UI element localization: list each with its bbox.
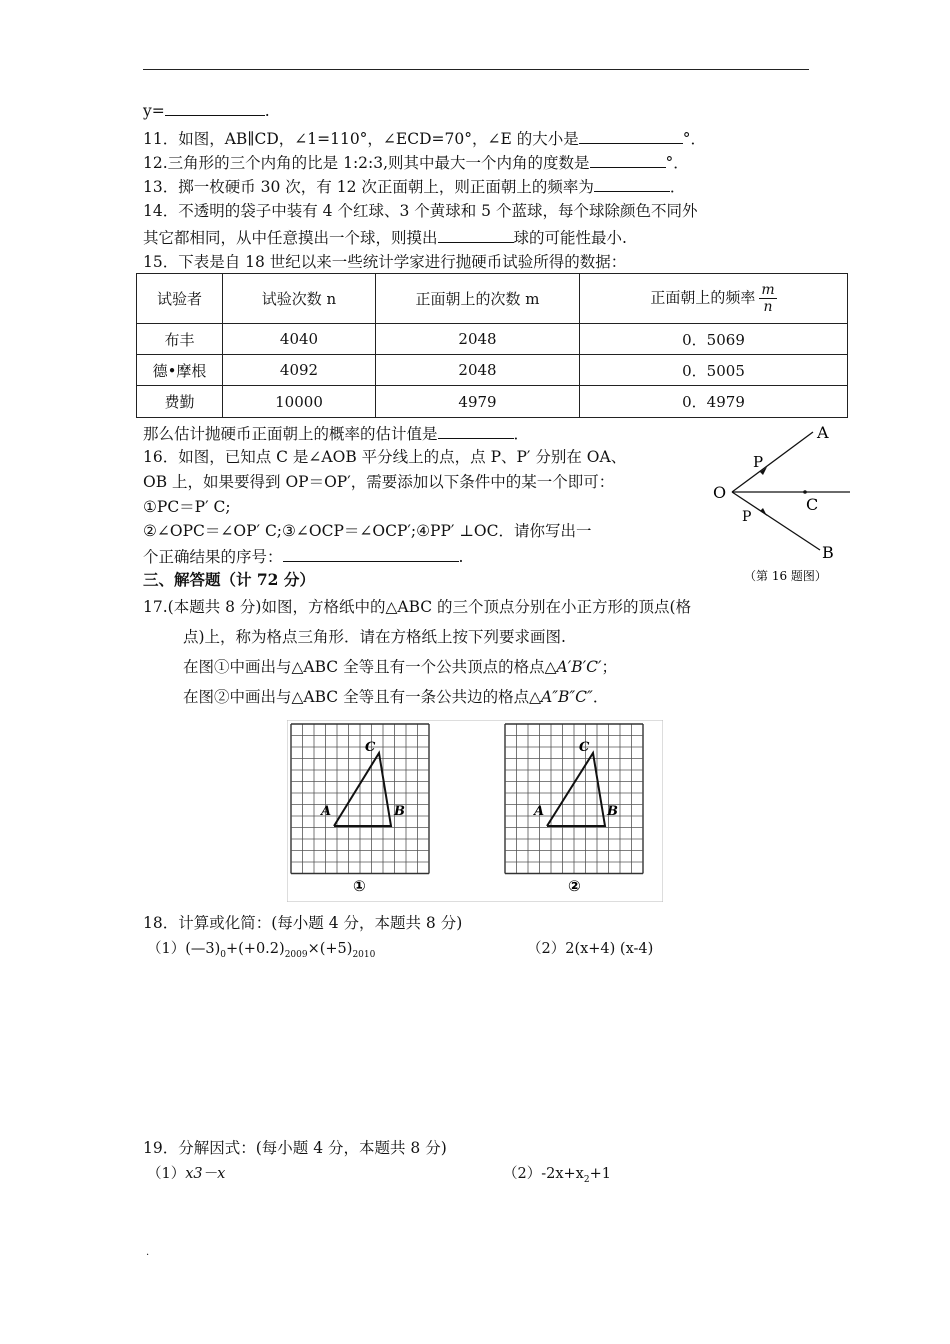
- figure-16-caption: （第 16 题图）: [744, 569, 827, 583]
- table-cell: 0．5069: [580, 324, 848, 355]
- label-a: A: [817, 423, 829, 442]
- table-cell: 10000: [223, 386, 376, 418]
- question-15-intro: 15．下表是自 18 世纪以来一些统计学家进行抛硬币试验所得的数据：: [143, 253, 627, 271]
- triangle-name-prime: A′B′C′: [556, 658, 602, 676]
- label-p-prime: P: [742, 509, 752, 525]
- question-17-line2: 点)上，称为格点三角形．请在方格纸上按下列要求画图.: [183, 628, 566, 646]
- label-p: P: [753, 453, 764, 471]
- triangle-name-double-prime: A″B″C″: [541, 688, 593, 706]
- question-17-line1: 17.(本题共 8 分)如图，方格纸中的△ABC 的三个顶点分别在小正方形的顶点(格: [143, 598, 692, 616]
- question-18-part2: （2）2(x+4) (x-4): [527, 941, 654, 957]
- question-19-title: 19．分解因式：(每小题 4 分，本题共 8 分): [143, 1139, 447, 1157]
- table-row: [137, 386, 848, 418]
- answer-blank: [590, 151, 666, 168]
- label-o: O: [713, 483, 727, 502]
- question-17-line3: 在图①中画出与△ABC 全等且有一个公共顶点的格点△A′B′C′；: [183, 658, 618, 676]
- answer-blank: [283, 545, 459, 562]
- label-a: A: [321, 804, 332, 819]
- table-header-row: [137, 274, 848, 324]
- answer-blank: [438, 226, 514, 243]
- label-c: C: [806, 495, 819, 514]
- question-11: 11．如图，AB∥CD，∠1=110°，∠ECD=70°，∠E 的大小是 °．: [143, 127, 706, 150]
- label-b: B: [394, 804, 405, 819]
- ray-oa: [732, 432, 813, 492]
- question-14-line2: 其它都相同，从中任意摸出一个球，则摸出 球的可能性最小.: [143, 226, 627, 249]
- table-header-cell: 正面朝上的频率 $\frac{m}{n}$: [580, 274, 848, 324]
- table-cell: 4979: [376, 386, 580, 418]
- question-15-after: 那么估计抛硬币正面朝上的概率的估计值是 ．: [143, 422, 529, 445]
- table-header-cell: 正面朝上的次数 m: [376, 274, 580, 324]
- question-17-line4: 在图②中画出与△ABC 全等且有一条公共边的格点△A″B″C″．: [183, 688, 609, 706]
- point-c: [803, 490, 807, 494]
- question-19-part2: $(2)-2x+x_2+1$: [503, 1166, 611, 1185]
- grid-figures: [287, 720, 663, 902]
- table-cell: 4092: [223, 355, 376, 386]
- figure-1-label: ①: [353, 877, 366, 895]
- answer-blank: [438, 422, 514, 439]
- table-cell: 德•摩根: [137, 355, 223, 386]
- table-cell: 2048: [376, 324, 580, 355]
- footer-dot: .: [146, 1247, 150, 1258]
- fraction-m-over-n: $\frac{m}{n}$: [761, 282, 775, 315]
- question-16-line2: OB 上，如果要得到 OP＝OP′，需要添加以下条件中的某一个即可：: [143, 473, 615, 491]
- expression: x3－x: [185, 1166, 226, 1182]
- answer-blank: [594, 175, 670, 192]
- question-19-part1: （1）x3－x: [147, 1166, 226, 1182]
- table-cell: 布丰: [137, 324, 223, 355]
- question-12: 12.三角形的三个内角的比是 1:2:3,则其中最大一个内角的度数是 °．: [143, 151, 689, 174]
- table-row: [137, 324, 848, 355]
- figure-16-angle: [700, 420, 860, 590]
- answer-blank: [579, 127, 683, 144]
- question-16-line3: ①PC＝P′ C;: [143, 498, 231, 516]
- answer-blank: [165, 99, 265, 116]
- table-cell: 4040: [223, 324, 376, 355]
- section-3-heading: 三、解答题（计 72 分）: [143, 570, 315, 589]
- table-cell: 2048: [376, 355, 580, 386]
- question-16-line1: 16．如图，已知点 C 是∠AOB 平分线上的点，点 P、P′ 分别在 OA、: [143, 448, 627, 466]
- question-14-line1: 14．不透明的袋子中装有 4 个红球、3 个黄球和 5 个蓝球，每个球除颜色不同外: [143, 202, 698, 220]
- label-b: B: [822, 543, 834, 562]
- question-18-part1: $(1)(—3)_0+(+0.2)_{2009}\times(+5)_{2010}$: [147, 941, 376, 960]
- label-c: C: [579, 740, 590, 755]
- table-row: [137, 355, 848, 386]
- label-c: C: [365, 740, 376, 755]
- question-16-line4: ②∠OPC＝∠OP′ C;③∠OCP＝∠OCP′;④PP′ ⊥OC．请你写出一: [143, 522, 592, 540]
- header-rule: [143, 69, 809, 70]
- label-b: B: [607, 804, 618, 819]
- table-header-cell: 试验者: [137, 274, 223, 324]
- table-cell: 0．4979: [580, 386, 848, 418]
- figure-2-label: ②: [568, 877, 581, 895]
- table-header-cell: 试验次数 n: [223, 274, 376, 324]
- question-16-line5: 个正确结果的序号： .: [143, 545, 463, 568]
- table-cell: 0．5005: [580, 355, 848, 386]
- label-a: A: [534, 804, 545, 819]
- coin-toss-table: [136, 273, 848, 418]
- table-cell: 费勤: [137, 386, 223, 418]
- point-p-prime-marker: [760, 508, 767, 516]
- question-13: 13．掷一枚硬币 30 次，有 12 次正面朝上，则正面朝上的频率为 ．: [143, 175, 685, 198]
- question-18-title: 18．计算或化简：(每小题 4 分，本题共 8 分): [143, 914, 463, 932]
- q10-tail: y= .: [143, 99, 270, 122]
